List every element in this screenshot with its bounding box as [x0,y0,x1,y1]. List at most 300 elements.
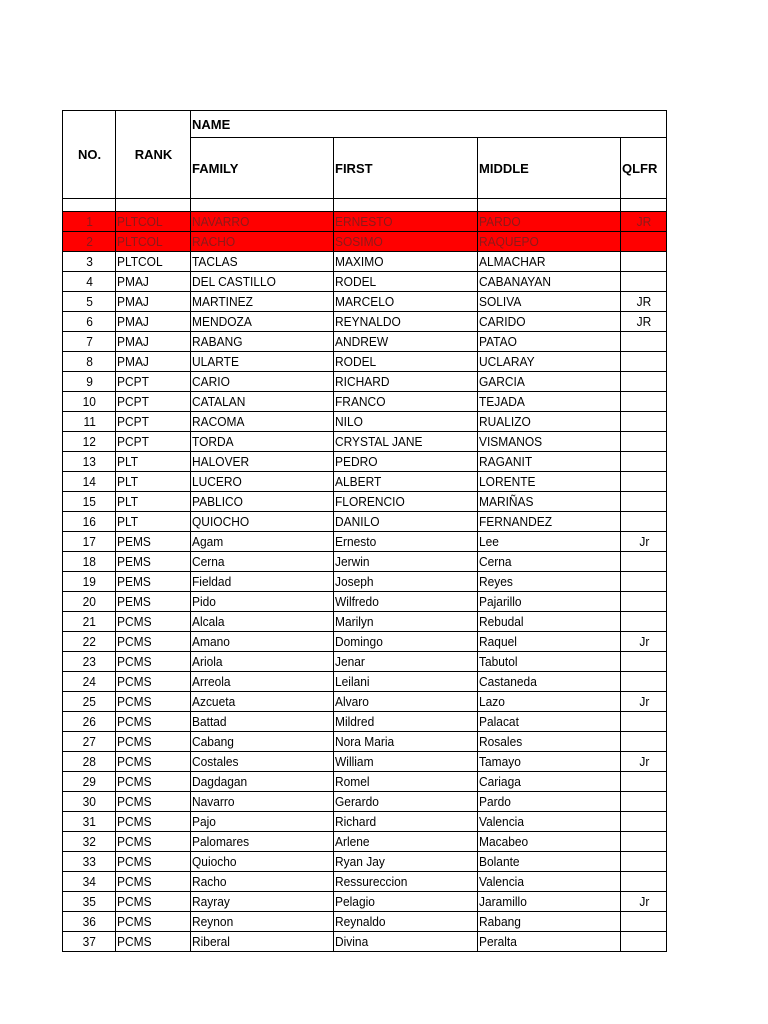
cell-middle [478,872,621,892]
cell-rank-text: PCPT [117,374,149,389]
cell-rank-text: PCMS [117,654,152,669]
cell-qlfr [621,752,667,772]
cell-no-text: 10 [82,394,97,409]
cell-middle [478,332,621,352]
cell-family-text: HALOVER [192,454,250,469]
cell-no-text: 28 [82,754,97,769]
cell-family-text: NAVARRO [192,214,250,229]
table-row [63,372,667,392]
cell-rank [116,552,191,572]
cell-first-text: FRANCO [335,394,386,409]
cell-rank-text: PCPT [117,434,149,449]
cell-family-text: Reynon [192,914,234,929]
cell-middle-text: Cariaga [479,774,521,789]
cell-family-text: Fieldad [192,574,232,589]
cell-no-text: 19 [82,574,97,589]
cell-family [191,572,334,592]
cell-family [191,552,334,572]
cell-first [334,272,478,292]
cell-middle-text: Palacat [479,714,519,729]
cell-qlfr [621,932,667,952]
cell-rank [116,372,191,392]
cell-no [63,552,116,572]
cell-no [63,912,116,932]
cell-rank [116,592,191,612]
cell-middle [478,852,621,872]
cell-middle-text: Jaramillo [479,894,527,909]
cell-family [191,692,334,712]
cell-middle [478,532,621,552]
spacer-cell [191,199,334,212]
header-qlfr: QLFR [621,138,667,199]
cell-middle-text: Macabeo [479,834,529,849]
cell-rank [116,432,191,452]
cell-family [191,332,334,352]
cell-middle [478,832,621,852]
cell-first [334,712,478,732]
cell-first-text: ANDREW [335,334,389,349]
cell-no-text: 11 [83,414,96,429]
cell-family [191,532,334,552]
cell-no-text: 8 [86,354,93,369]
cell-family-text: TORDA [192,434,234,449]
cell-rank-text: PCMS [117,934,152,949]
cell-rank [116,332,191,352]
cell-rank-text: PLTCOL [117,254,163,269]
cell-qlfr [621,412,667,432]
cell-family-text: Dagdagan [192,774,248,789]
cell-no-text: 16 [82,514,97,529]
cell-no [63,472,116,492]
cell-first-text: CRYSTAL JANE [335,434,423,449]
cell-middle-text: Rosales [479,734,523,749]
cell-qlfr [621,332,667,352]
cell-no [63,392,116,412]
cell-middle-text: LORENTE [479,474,536,489]
cell-family [191,732,334,752]
cell-first [334,832,478,852]
cell-rank-text: PCMS [117,854,152,869]
cell-no-text: 21 [82,614,97,629]
cell-family-text: Arreola [192,674,231,689]
cell-middle-text: Tamayo [479,754,521,769]
cell-middle-text: TEJADA [479,394,525,409]
cell-middle [478,792,621,812]
cell-middle-text: PATAO [479,334,517,349]
cell-first-text: FLORENCIO [335,494,405,509]
cell-middle-text: ALMACHAR [479,254,546,269]
cell-qlfr [621,252,667,272]
cell-rank-text: PLTCOL [117,214,163,229]
cell-family [191,452,334,472]
header-middle: MIDDLE [478,138,621,199]
cell-no-text: 37 [82,934,97,949]
cell-middle-text: Valencia [479,814,524,829]
cell-rank-text: PCMS [117,814,152,829]
cell-family-text: Quiocho [192,854,237,869]
cell-middle [478,292,621,312]
cell-rank-text: PMAJ [117,354,149,369]
cell-no-text: 12 [82,434,97,449]
cell-family [191,592,334,612]
cell-qlfr [621,792,667,812]
cell-first [334,792,478,812]
cell-no [63,652,116,672]
cell-middle [478,932,621,952]
cell-rank [116,412,191,432]
cell-middle [478,692,621,712]
cell-rank [116,792,191,812]
cell-middle [478,552,621,572]
table-row [63,492,667,512]
cell-first [334,592,478,612]
cell-first [334,372,478,392]
cell-family [191,912,334,932]
cell-family-text: Ariola [192,654,223,669]
cell-first-text: PEDRO [335,454,378,469]
table-row [63,312,667,332]
cell-first-text: Alvaro [335,694,369,709]
cell-rank-text: PCMS [117,634,152,649]
cell-first-text: Reynaldo [335,914,386,929]
cell-no [63,432,116,452]
cell-family-text: Costales [192,754,239,769]
table-row [63,392,667,412]
cell-qlfr [621,372,667,392]
cell-qlfr-text: JR [636,294,652,309]
cell-first-text: Jerwin [335,554,370,569]
cell-middle [478,452,621,472]
cell-middle-text: CARIDO [479,314,526,329]
cell-qlfr [621,352,667,372]
cell-no [63,452,116,472]
cell-family [191,392,334,412]
spacer-cell [621,199,667,212]
cell-middle-text: MARIÑAS [479,494,534,509]
cell-middle [478,732,621,752]
cell-no [63,512,116,532]
cell-middle-text: Reyes [479,574,513,589]
cell-no-text: 14 [82,474,97,489]
cell-family [191,632,334,652]
cell-qlfr [621,452,667,472]
cell-family-text: Riberal [192,934,230,949]
cell-qlfr [621,832,667,852]
cell-middle [478,672,621,692]
cell-middle-text: Lee [479,534,499,549]
cell-family [191,752,334,772]
table-row [63,812,667,832]
cell-first [334,292,478,312]
cell-middle-text: Pajarillo [479,594,522,609]
table-row [63,792,667,812]
cell-family-text: RABANG [192,334,243,349]
cell-rank-text: PEMS [117,554,151,569]
cell-first-text: William [335,754,374,769]
cell-no [63,352,116,372]
cell-rank [116,612,191,632]
cell-qlfr [621,272,667,292]
cell-qlfr [621,692,667,712]
cell-first-text: RICHARD [335,374,390,389]
cell-first-text: ERNESTO [335,214,393,229]
cell-no [63,272,116,292]
table-row [63,652,667,672]
cell-rank [116,852,191,872]
cell-first-text: Jenar [335,654,365,669]
header-name: NAME [191,111,667,138]
cell-family-text: Racho [192,874,227,889]
cell-first [334,392,478,412]
cell-qlfr-text: Jr [639,894,650,909]
table-row [63,572,667,592]
cell-middle-text: Raquel [479,634,517,649]
cell-rank-text: PCMS [117,914,152,929]
cell-family [191,612,334,632]
cell-family-text: Navarro [192,794,235,809]
cell-middle [478,352,621,372]
cell-qlfr [621,532,667,552]
table-row [63,552,667,572]
cell-no-text: 22 [82,634,97,649]
cell-first [334,932,478,952]
cell-family-text: Cabang [192,734,234,749]
cell-rank-text: PCMS [117,894,152,909]
cell-family [191,312,334,332]
cell-family-text: Alcala [192,614,225,629]
cell-first [334,252,478,272]
cell-middle-text: RAGANIT [479,454,533,469]
cell-family [191,472,334,492]
cell-no [63,232,116,252]
table-row [63,252,667,272]
cell-no-text: 29 [82,774,97,789]
spacer-row [63,199,667,212]
cell-qlfr [621,632,667,652]
table-row [63,632,667,652]
cell-family [191,292,334,312]
cell-rank [116,872,191,892]
cell-rank [116,692,191,712]
cell-middle [478,272,621,292]
cell-no [63,212,116,232]
cell-qlfr-text: JR [636,214,652,229]
cell-middle-text: Valencia [479,874,524,889]
cell-rank-text: PLTCOL [117,234,163,249]
cell-family [191,672,334,692]
cell-first [334,572,478,592]
cell-qlfr [621,852,667,872]
cell-rank [116,732,191,752]
cell-middle [478,632,621,652]
cell-middle-text: Pardo [479,794,511,809]
cell-qlfr [621,712,667,732]
cell-no [63,752,116,772]
cell-middle [478,372,621,392]
cell-rank-text: PCPT [117,394,149,409]
cell-no-text: 27 [82,734,97,749]
cell-no-text: 9 [86,374,93,389]
cell-family-text: RACHO [192,234,236,249]
cell-first-text: Marilyn [335,614,374,629]
cell-first-text: MAXIMO [335,254,384,269]
cell-qlfr [621,232,667,252]
cell-middle [478,612,621,632]
roster-table [62,110,667,952]
cell-middle [478,432,621,452]
cell-family-text: MARTINEZ [192,294,253,309]
cell-rank [116,292,191,312]
table-row [63,732,667,752]
cell-rank-text: PLT [117,454,139,469]
cell-family-text: Rayray [192,894,230,909]
cell-no [63,692,116,712]
cell-rank [116,752,191,772]
cell-rank-text: PLT [117,474,139,489]
cell-first-text: Gerardo [335,794,379,809]
table-row [63,432,667,452]
cell-qlfr [621,812,667,832]
cell-no-text: 17 [82,534,97,549]
cell-first [334,872,478,892]
cell-no-text: 23 [82,654,97,669]
cell-first [334,472,478,492]
cell-first-text: Wilfredo [335,594,379,609]
cell-middle [478,712,621,732]
cell-rank-text: PCMS [117,614,152,629]
cell-qlfr [621,612,667,632]
cell-first [334,812,478,832]
table-row [63,752,667,772]
cell-middle-text: Rebudal [479,614,524,629]
cell-family [191,712,334,732]
cell-first [334,212,478,232]
cell-qlfr-text: Jr [639,694,650,709]
cell-first-text: RODEL [335,354,377,369]
cell-first-text: Ressureccion [335,874,408,889]
cell-first-text: REYNALDO [335,314,401,329]
cell-first-text: DANILO [335,514,380,529]
cell-family-text: Palomares [192,834,250,849]
cell-rank [116,452,191,472]
cell-rank [116,512,191,532]
cell-rank [116,472,191,492]
cell-first-text: Richard [335,814,377,829]
cell-rank-text: PCMS [117,874,152,889]
cell-middle-text: Lazo [479,694,505,709]
cell-rank-text: PEMS [117,594,151,609]
cell-middle-text: CABANAYAN [479,274,552,289]
table-row [63,772,667,792]
cell-rank [116,712,191,732]
cell-first [334,492,478,512]
cell-first [334,432,478,452]
cell-no-text: 13 [82,454,97,469]
cell-middle-text: VISMANOS [479,434,543,449]
cell-first [334,552,478,572]
header-no: NO. [63,111,116,199]
cell-rank [116,672,191,692]
cell-middle [478,312,621,332]
table-row [63,672,667,692]
cell-family [191,432,334,452]
cell-family [191,812,334,832]
table-row [63,832,667,852]
cell-family-text: Amano [192,634,230,649]
cell-no [63,372,116,392]
cell-family-text: QUIOCHO [192,514,250,529]
cell-rank [116,892,191,912]
cell-family-text: CATALAN [192,394,246,409]
table-row [63,612,667,632]
cell-middle [478,752,621,772]
cell-family [191,832,334,852]
cell-no [63,852,116,872]
cell-first-text: NILO [335,414,363,429]
cell-middle-text: Tabutol [479,654,518,669]
table-row [63,852,667,872]
cell-rank-text: PLT [117,494,139,509]
cell-middle [478,652,621,672]
cell-no-text: 33 [82,854,97,869]
cell-first [334,772,478,792]
cell-rank-text: PMAJ [117,334,149,349]
table-row [63,912,667,932]
cell-first [334,352,478,372]
cell-no-text: 5 [86,294,93,309]
cell-rank [116,312,191,332]
cell-qlfr [621,872,667,892]
cell-rank-text: PCMS [117,774,152,789]
cell-middle-text: Peralta [479,934,517,949]
cell-rank-text: PMAJ [117,294,149,309]
cell-first [334,672,478,692]
cell-rank-text: PEMS [117,574,151,589]
cell-family-text: PABLICO [192,494,243,509]
cell-qlfr [621,892,667,912]
cell-first-text: SOSIMO [335,234,383,249]
cell-family-text: LUCERO [192,474,242,489]
cell-first [334,732,478,752]
table-row [63,872,667,892]
table-row [63,712,667,732]
cell-rank-text: PCPT [117,414,149,429]
cell-no [63,732,116,752]
cell-qlfr [621,652,667,672]
cell-no [63,712,116,732]
cell-first [334,232,478,252]
cell-family-text: Pido [192,594,216,609]
cell-middle-text: Bolante [479,854,520,869]
cell-rank-text: PEMS [117,534,151,549]
cell-rank [116,652,191,672]
cell-first-text: ALBERT [335,474,382,489]
cell-rank [116,252,191,272]
cell-no-text: 34 [82,874,97,889]
cell-first [334,892,478,912]
cell-middle [478,812,621,832]
cell-middle [478,572,621,592]
cell-no-text: 15 [82,494,97,509]
cell-first [334,652,478,672]
cell-rank [116,532,191,552]
table-row [63,292,667,312]
cell-no-text: 30 [82,794,97,809]
cell-first-text: Mildred [335,714,375,729]
cell-no [63,572,116,592]
cell-family [191,772,334,792]
table-row [63,272,667,292]
